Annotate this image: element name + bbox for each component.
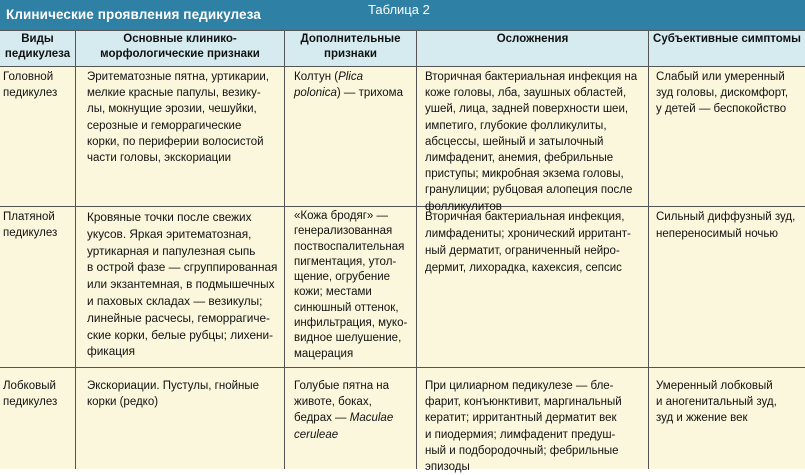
row1-extra-signs: Колтун (Plica polonica) — трихома	[294, 71, 403, 100]
col-divider-3	[416, 30, 417, 469]
row1-complications: Вторичная бактериальная инфекция на коже головы, лба, заушных областей, ушей, лица, задней поверхности шеи, импетиго, глубокие фолликулиты, абсцессы, шейный и затылочный лимфаденит, анемия, фебрильные приступы; микробная экзема головы, гранулиции; рубцовая алопеция после фолликулитов	[425, 71, 638, 213]
rule-top	[0, 30, 805, 31]
table-title: Клинические проявления педикулеза	[6, 7, 261, 22]
row2-extra-signs: «Кожа бродяг» — генерализованная поствоспалительная пигментация, утол- щение, огрубение кожи; местами синюшный оттенок, инфильтрация, муко- видное шелушение, мацерация	[294, 210, 408, 360]
col-divider-1	[75, 30, 76, 469]
header-complications: Осложнения	[496, 33, 569, 45]
table-number: Таблица 2	[368, 2, 430, 17]
row2-type: Платяной педикулез	[3, 211, 58, 240]
col-divider-2	[284, 30, 285, 469]
row3-extra-signs: Голубые пятна на животе, боках, бедрах — Maculae ceruleae	[294, 380, 394, 441]
row2-complications: Вторичная бактериальная инфекция, лимфадениты; хронический ирритант- ный дерматит, ограниченный нейро- дермит, лихорадка, кахексия, сепсис	[425, 211, 631, 274]
header-main-signs: Основные клинико- морфологические признаки	[100, 33, 260, 60]
row2-main-signs: Кровяные точки после свежих укусов. Яркая эритематозная, уртикарная и папулезная сыпь в острой фазе — сгруппированная или экзантемная, в подмышечных и паховых складах — везикулы; линейные расчесы, геморрагиче- ские корки, белые рубцы; лихени- фикация	[87, 210, 278, 359]
row3-complications: При цилиарном педикулезе — бле- фарит, конъюнктивит, маргинальный кератит; ирритантный дерматит век и пиодермия; лимфаденит предуш- ный и подбородочный; фебрильные эпизоды	[425, 380, 622, 474]
header-symptoms: Субъективные симптомы	[653, 33, 801, 45]
row3-symptoms: Умеренный лобковый и аногенитальный зуд, зуд и жжение век	[656, 380, 777, 425]
rule-row2	[0, 367, 805, 368]
row1-main-signs: Эритематозные пятна, уртикарии, мелкие красные папулы, везику- лы, мокнущие эрозии, чешуйки, серозные и геморрагические корки, по периферии волосистой части головы, экскориации	[87, 71, 269, 165]
header-type: Виды педикулеза	[4, 33, 71, 60]
row3-type: Лобковый педикулез	[3, 380, 58, 409]
title-bar	[0, 0, 805, 30]
rule-row1	[0, 206, 805, 207]
header-extra-signs: Дополнительные признаки	[300, 33, 401, 60]
row3-main-signs: Экскориации. Пустулы, гнойные корки (редко)	[87, 380, 260, 409]
row2-symptoms: Сильный диффузный зуд, непереносимый ночью	[656, 211, 796, 240]
row1-symptoms: Слабый или умеренный зуд головы, дискомфорт, у детей — беспокойство	[656, 71, 789, 116]
col-divider-4	[648, 30, 649, 469]
row1-type: Головной педикулез	[3, 71, 58, 100]
rule-header	[0, 66, 805, 67]
